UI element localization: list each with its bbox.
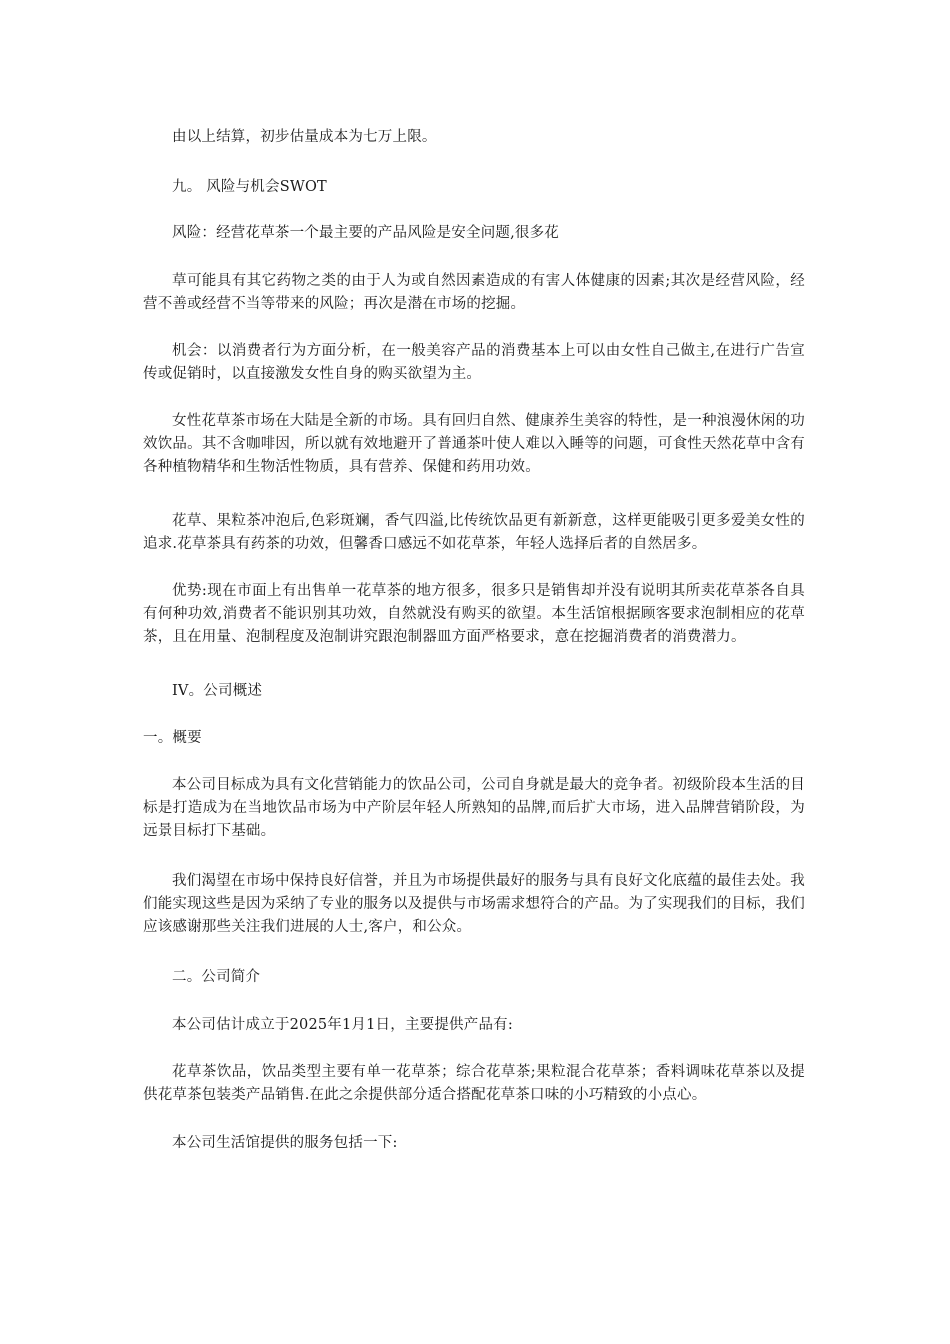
paragraph-risk-intro: 风险：经营花草茶一个最主要的产品风险是安全问题,很多花: [172, 225, 560, 241]
paragraph-products: 花草茶饮品，饮品类型主要有单一花草茶；综合花草茶;果粒混合花草茶；香料调味花草茶以及提供花草茶包装类产品销售.在此之余提供部分适合搭配花草茶口味的小巧精致的小点心。: [143, 1064, 805, 1103]
heading-risk-opportunity-swot: 九。 风险与机会SWOT: [172, 179, 327, 195]
paragraph-reputation: 我们渴望在市场中保持良好信誉，并且为市场提供最好的服务与具有良好文化底蕴的最佳去处。我们能实现这些是因为采纳了专业的服务以及提供与市场需求想符合的产品。为了实现我们的目标，我们应该感谢那些关注我们进展的人士,客户，和公众。: [143, 873, 805, 935]
paragraph-opportunity: 机会：以消费者行为方面分析，在一般美容产品的消费基本上可以由女性自己做主,在进行广告宣传或促销时，以直接激发女性自身的购买欲望为主。: [143, 343, 805, 382]
heading-summary: 一。概要: [143, 730, 202, 746]
paragraph-flower-tea: 花草、果粒茶冲泡后,色彩斑斓，香气四溢,比传统饮品更有新新意，这样更能吸引更多爱美女性的追求.花草茶具有药茶的功效，但馨香口感远不如花草茶，年轻人选择后者的自然居多。: [143, 513, 805, 552]
paragraph-market: 女性花草茶市场在大陆是全新的市场。具有回归自然、健康养生美容的特性，是一种浪漫休闲的功效饮品。其不含咖啡因，所以就有效地避开了普通茶叶使人难以入睡等的问题，可食性天然花草中含有各种植物精华和生物活性物质，具有营养、保健和药用功效。: [143, 413, 805, 475]
paragraph-services: 本公司生活馆提供的服务包括一下:: [172, 1135, 398, 1151]
heading-company-overview: IV。公司概述: [172, 683, 263, 699]
paragraph-company-goal: 本公司目标成为具有文化营销能力的饮品公司，公司自身就是最大的竞争者。初级阶段本生活的目标是打造成为在当地饮品市场为中产阶层年轻人所熟知的品牌,而后扩大市场，进入品牌营销阶段，为远景目标打下基础。: [143, 777, 805, 839]
paragraph-cost-estimate: 由以上结算，初步估量成本为七万上限。: [172, 129, 437, 145]
paragraph-risk-detail: 草可能具有其它药物之类的由于人为或自然因素造成的有害人体健康的因素;其次是经营风险，经营不善或经营不当等带来的风险；再次是潜在市场的挖掘。: [143, 273, 805, 312]
paragraph-advantage: 优势:现在市面上有出售单一花草茶的地方很多，很多只是销售却并没有说明其所卖花草茶各自具有何种功效,消费者不能识别其功效，自然就没有购买的欲望。本生活馆根据顾客要求泡制相应的花草茶，且在用量、泡制程度及泡制讲究跟泡制器皿方面严格要求，意在挖掘消费者的消费潜力。: [143, 583, 805, 645]
heading-company-profile: 二。公司简介: [172, 969, 261, 985]
paragraph-founding: 本公司估计成立于2025年1月1日，主要提供产品有:: [172, 1017, 513, 1033]
